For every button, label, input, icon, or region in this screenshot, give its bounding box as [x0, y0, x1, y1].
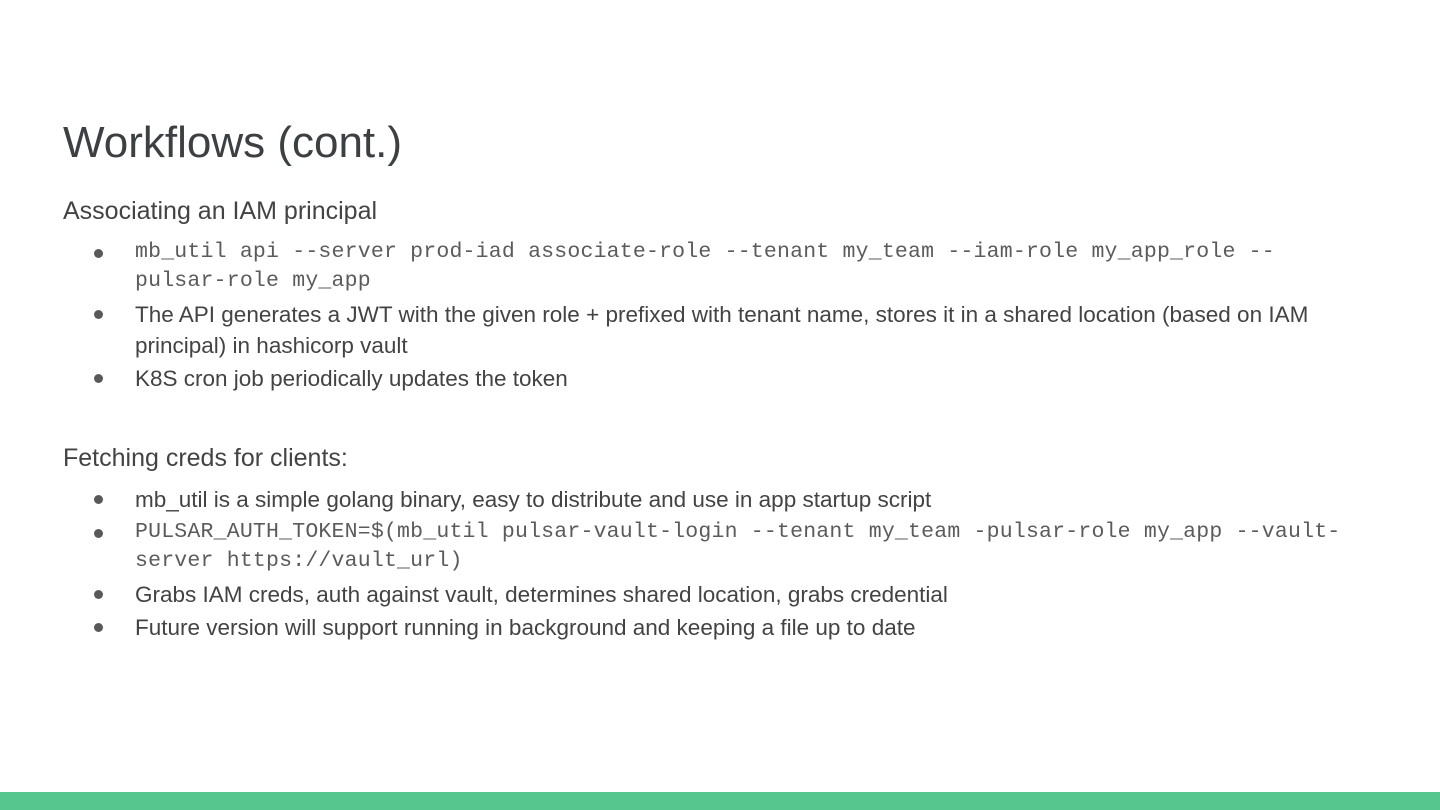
- list-item-text: Future version will support running in background and keeping a file up to date: [135, 614, 916, 640]
- section-heading: Associating an IAM principal: [63, 197, 378, 225]
- list-item: [63, 299, 1363, 361]
- list-item: [63, 579, 1363, 610]
- bullet-dot-icon: [94, 374, 103, 383]
- list-item: [63, 518, 1363, 577]
- list-item-text: PULSAR_AUTH_TOKEN=$(mb_util pulsar-vault-login --tenant my_team -pulsar-role my_app --vault-server https://vault_url): [135, 519, 1341, 574]
- bullet-dot-icon: [94, 249, 103, 258]
- list-item-text: Grabs IAM creds, auth against vault, determines shared location, grabs credential: [135, 581, 948, 607]
- bullet-dot-icon: [94, 623, 103, 632]
- bullet-dot-icon: [94, 590, 103, 599]
- list-item: [63, 363, 1363, 394]
- section-heading: Fetching creds for clients:: [63, 443, 348, 472]
- footer-accent-bar: [0, 792, 1440, 810]
- bullet-dot-icon: [94, 529, 103, 538]
- list-item: [63, 238, 1363, 297]
- list-item-text: K8S cron job periodically updates the token: [135, 365, 568, 391]
- bullet-list: [63, 484, 1363, 642]
- section-associating-iam-principal: [63, 195, 1363, 394]
- slide-body: [63, 195, 1363, 645]
- list-item: [63, 484, 1363, 515]
- list-item-text: mb_util is a simple golang binary, easy to distribute and use in app startup script: [135, 487, 932, 513]
- list-item-text: The API generates a JWT with the given role + prefixed with tenant name, stores it in a shared location (based on IAM principal) in hashicorp vault: [135, 301, 1309, 358]
- list-item-text: mb_util api --server prod-iad associate-role --tenant my_team --iam-role my_app_role --pulsar-role my_app: [135, 239, 1275, 294]
- bullet-dot-icon: [94, 495, 103, 504]
- bullet-dot-icon: [94, 310, 103, 319]
- page-title: Workflows (cont.): [63, 118, 403, 168]
- bullet-list: [63, 238, 1363, 394]
- section-fetching-creds-for-clients: [63, 442, 1363, 643]
- list-item: [63, 612, 1363, 643]
